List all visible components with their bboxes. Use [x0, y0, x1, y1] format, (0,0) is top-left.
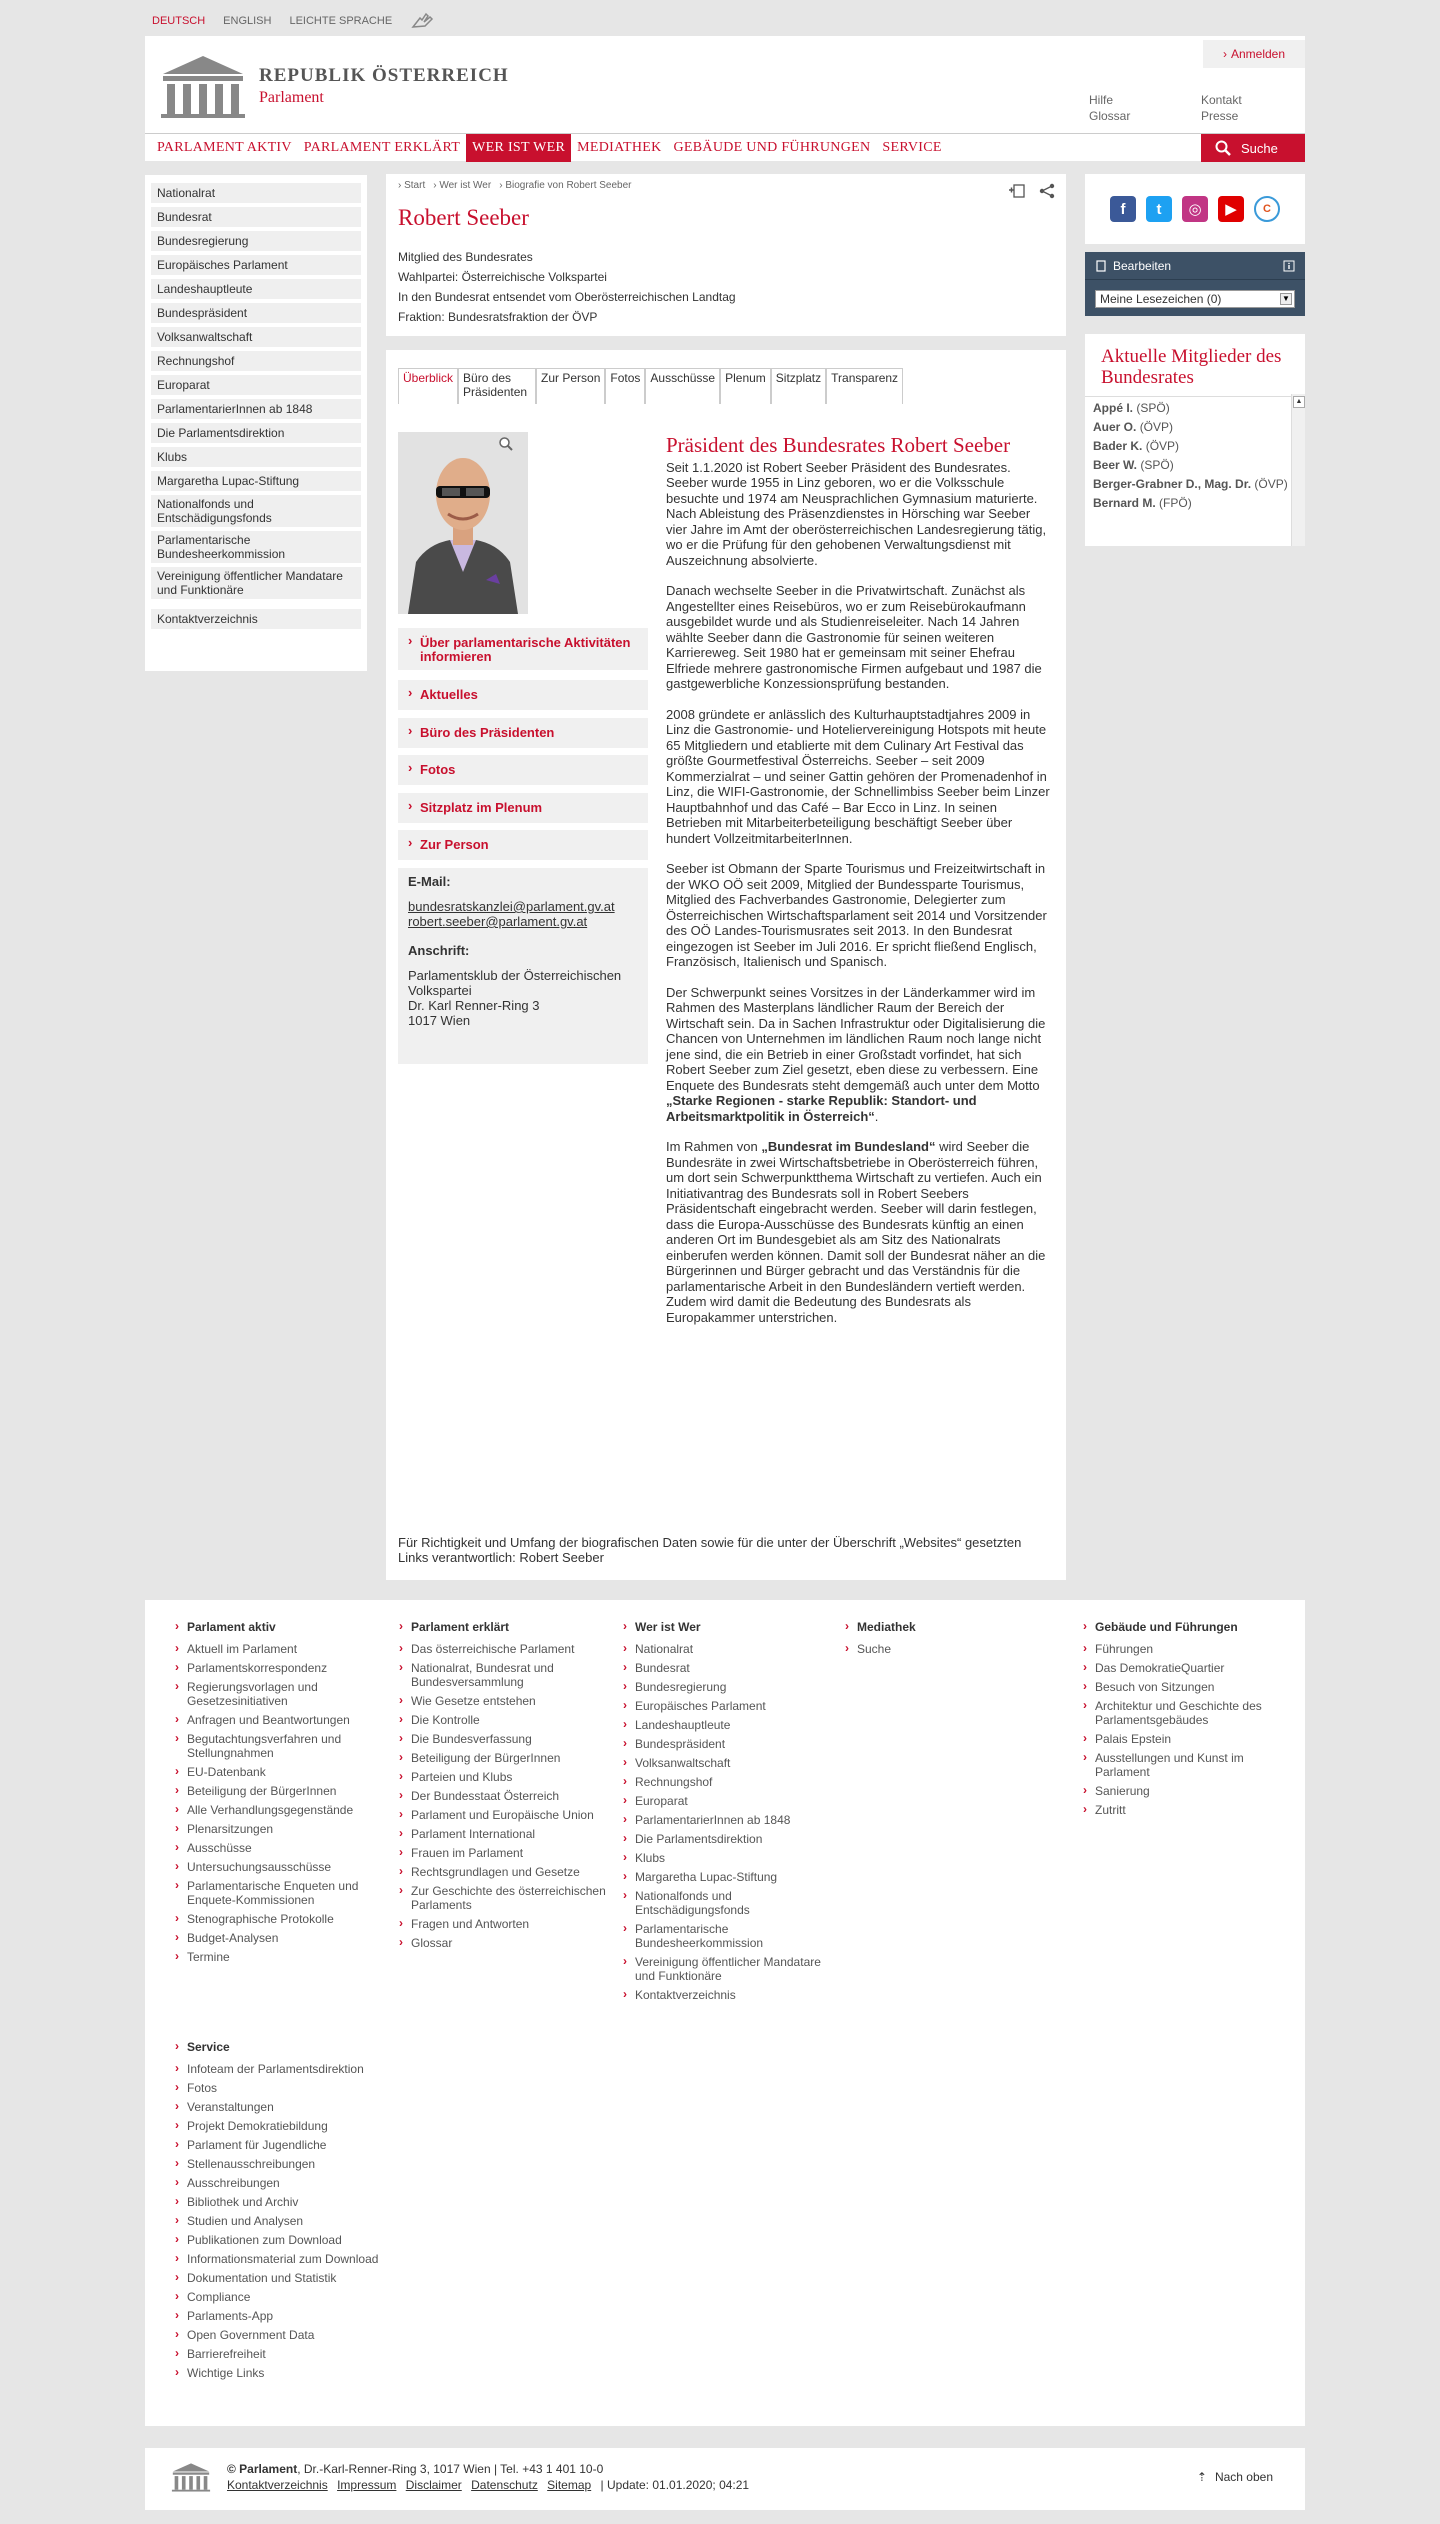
info-icon[interactable] [1283, 260, 1295, 272]
sidebar-item-nationalfonds[interactable]: Nationalfonds und Entschädigungsfonds [151, 495, 361, 527]
sidebar-item-bundesregierung[interactable]: Bundesregierung [151, 231, 361, 251]
responsibility-note: Für Richtigkeit und Umfang der biografischen Daten sowie für die unter der Überschrift „Websites“ gesetzten Links verantwortlich: Robert Seeber [398, 1535, 1022, 1565]
footer-link[interactable]: › Suche [857, 1642, 1057, 1656]
bookmark-add-icon[interactable] [1008, 182, 1026, 200]
scroll-up-icon[interactable]: ▲ [1293, 396, 1305, 408]
footer-link[interactable]: › Zutritt [1095, 1803, 1295, 1817]
footer-link[interactable]: › Rechnungshof [635, 1775, 835, 1789]
footer-col-erklaert [411, 1620, 611, 1955]
breadcrumb-start[interactable]: Start [404, 180, 426, 191]
footer-link[interactable]: › Rechtsgrundlagen und Gesetze [411, 1865, 611, 1879]
press-link[interactable]: Presse [1201, 109, 1239, 123]
footer-link[interactable]: › Nationalfonds und Entschädigungsfonds [635, 1889, 835, 1917]
footer-link[interactable]: › ParlamentarierInnen ab 1848 [635, 1813, 835, 1827]
footer-link[interactable]: › Führungen [1095, 1642, 1295, 1656]
footer-link[interactable]: › Europäisches Parlament [635, 1699, 835, 1713]
nav-gebaeude[interactable]: GEBÄUDE UND FÜHRUNGEN [673, 139, 871, 155]
footer-link[interactable]: › Aktuell im Parlament [187, 1642, 387, 1656]
footer-link[interactable]: › Fragen und Antworten [411, 1917, 611, 1931]
sidebar-item-rechnungshof[interactable]: Rechnungshof [151, 351, 361, 371]
list-item[interactable]: Auer O. (ÖVP) [1093, 420, 1174, 434]
footer-link[interactable]: › Infoteam der Parlamentsdirektion [187, 2062, 427, 2076]
glossary-link[interactable]: Glossar [1089, 109, 1131, 123]
footer-link[interactable]: › Parlaments-App [187, 2309, 427, 2323]
footer-link[interactable]: › Klubs [635, 1851, 835, 1865]
footer-link[interactable]: › Wie Gesetze entstehen [411, 1694, 611, 1708]
footer-link[interactable]: › Plenarsitzungen [187, 1822, 387, 1836]
sidebar-item-europarat[interactable]: Europarat [151, 375, 361, 395]
footer-link[interactable]: › Wichtige Links [187, 2366, 427, 2380]
article-paragraph: Seit 1.1.2020 ist Robert Seeber Präsident des Bundesrates. Seeber wurde 1955 in Linz geboren, wo er die Volksschule besuchte und 1974 am Neusprachlichen Gymnasium maturierte. Nach Ableistung des Präsenzdienstes in Hörsching war Seeber vier Jahre im Amt der oberösterreichischen Landesregierung tätig, wo er die Prüfung für den gehobenen Verwaltungsdienst mit Auszeichnung absolvierte. [666, 459, 1047, 568]
article-title: Präsident des Bundesrates Robert Seeber [666, 433, 1011, 457]
bookmarks-select[interactable]: Meine Lesezeichen (0) ▼ [1095, 290, 1295, 308]
footer-link[interactable]: › Frauen im Parlament [411, 1846, 611, 1860]
breadcrumb-current: Biografie von Robert Seeber [505, 180, 632, 191]
footer-link[interactable]: › Landeshauptleute [635, 1718, 835, 1732]
footer-link[interactable]: › Das österreichische Parlament [411, 1642, 611, 1656]
footer-link[interactable]: › Projekt Demokratiebildung [187, 2119, 427, 2133]
portrait-photo[interactable] [398, 432, 528, 614]
social-links [1085, 174, 1305, 244]
footer-link[interactable]: › Parlamentarische Bundesheerkommission [635, 1922, 835, 1950]
footer-heading-erklaert[interactable]: › Parlament erklärt [411, 1620, 611, 1634]
footer-link[interactable]: › Begutachtungsverfahren und Stellungnahmen [187, 1732, 387, 1760]
parlament-app-icon[interactable]: C [1254, 196, 1280, 222]
nav-service[interactable]: SERVICE [882, 139, 942, 155]
list-item[interactable]: Beer W. (SPÖ) [1093, 458, 1174, 472]
tab-bar [398, 368, 903, 404]
article-paragraph: Danach wechselte Seeber in die Privatwirtschaft. Zunächst als Angestellter eines Reisebüros, wo er zum Reisebürokaufmann ausgebildet wurde und als Studienreiseleiter. Nach 14 Jahren wählte Seeber dann die Gastronomie für seinen weiteren Karriereweg. Seit 1980 hat er gemeinsam mit seiner Ehefrau Elfriede mehrere gastronomische Firmen aufgebaut und 1987 die gastgewerbliche Konzessionsprüfung bestanden. [666, 583, 1042, 691]
footer-link[interactable]: › Untersuchungsausschüsse [187, 1860, 387, 1874]
sidebar-item-landeshauptleute[interactable]: Landeshauptleute [151, 279, 361, 299]
footer-link-datenschutz[interactable]: Datenschutz [471, 2478, 538, 2492]
footer-link[interactable]: › Parlament International [411, 1827, 611, 1841]
sidelink-aktivitaeten[interactable]: › Über parlamentarische Aktivitäten informieren [398, 628, 648, 670]
address-line: Parlamentsklub der Österreichischen Volkspartei [408, 968, 622, 998]
footer-link[interactable]: › Das DemokratieQuartier [1095, 1661, 1295, 1675]
tab-zur-person[interactable]: Zur Person [536, 368, 605, 404]
sidebar-navigation [145, 175, 367, 671]
search-icon [1215, 140, 1231, 156]
sidelink-buero[interactable]: › Büro des Präsidenten [398, 718, 648, 748]
footer-link[interactable]: › Compliance [187, 2290, 427, 2304]
article-paragraph: 2008 gründete er anlässlich des Kulturhauptstadtjahres 2009 in Linz die Gastronomie- und Hoteliervereinigung Hotspots mit heute 65 Mitgliedern und etablierte mit dem Culinary Art Festival das größte Gourmetfestival Österreichs. Seeber – seit 2009 Kommerzialrat – und seiner Gattin gehören der Promenadenhof in Linz, die WIFI-Gastronomie, der Schnellimbiss Seeber beim Linzer Hauptbahnhof und das Café – Bar Ecco in Linz. In seinen Betrieben mit Mitarbeiterbeteiligung beschäftigt Seeber über hundert VollzeitmitarbeiterInnen. [666, 706, 1050, 846]
main-content [386, 350, 1066, 1580]
edit-label: Bearbeiten [1113, 258, 1172, 273]
sidelink-sitzplatz[interactable]: › Sitzplatz im Plenum [398, 793, 648, 823]
sidebar-item-parlamentsdirektion[interactable]: Die Parlamentsdirektion [151, 423, 361, 443]
copyright: © Parlament, Dr.-Karl-Renner-Ring 3, 1017 Wien | Tel. +43 1 401 10-0 [227, 2462, 604, 2476]
footer-link[interactable]: › Glossar [411, 1936, 611, 1950]
tab-buero[interactable]: Büro des Präsidenten [458, 368, 536, 404]
header-links-contact [1201, 92, 1242, 124]
sidebar-item-lupac-stiftung[interactable]: Margaretha Lupac-Stiftung [151, 471, 361, 491]
person-faction: Fraktion: Bundesratsfraktion der ÖVP [398, 310, 598, 324]
footer-heading-gebaeude[interactable]: › Gebäude und Führungen [1095, 1620, 1295, 1634]
lang-deutsch[interactable]: DEUTSCH [152, 15, 206, 27]
footer-link[interactable]: › Stellenausschreibungen [187, 2157, 427, 2171]
parliament-building-icon [159, 54, 247, 118]
list-item[interactable]: Berger-Grabner D., Mag. Dr. (ÖVP) [1093, 477, 1288, 491]
sidebar-item-klubs[interactable]: Klubs [151, 447, 361, 467]
footer-link[interactable]: › Ausstellungen und Kunst im Parlament [1095, 1751, 1295, 1779]
footer-col-aktiv [187, 1620, 387, 1969]
email-link-seeber[interactable]: robert.seeber@parlament.gv.at [408, 914, 588, 929]
footer-link[interactable]: › Nationalrat, Bundesrat und Bundesversammlung [411, 1661, 611, 1689]
footer-link[interactable]: › Der Bundesstaat Österreich [411, 1789, 611, 1803]
footer-link[interactable]: › Kontaktverzeichnis [635, 1988, 835, 2002]
footer-link[interactable]: › Anfragen und Beantwortungen [187, 1713, 387, 1727]
footer-link[interactable]: › Bundesregierung [635, 1680, 835, 1694]
sidelink-fotos[interactable]: › Fotos [398, 755, 648, 785]
article-paragraph: Der Schwerpunkt seines Vorsitzes in der Länderkammer wird im Rahmen des Masterplans ländlicher Raum der Bereich der Wirtschaft sein. Da in Sachen Infrastruktur oder Digitalisierung die Chancen von Unternehmen im ländlichen Raum noch lange nicht jene sind, die ein Betrieb in einer Großstadt vorfindet, hat sich Robert Seeber zum Ziel gesetzt, eben diese zu verbessern. Eine Enquete des Bundesrats steht demgemäß auch unter dem Motto „Starke Regionen - starke Republik: Standort- und Arbeitsmarktpolitik in Österreich“. [666, 984, 1046, 1124]
list-item[interactable]: Bader K. (ÖVP) [1093, 439, 1180, 453]
footer-link[interactable]: › Publikationen zum Download [187, 2233, 427, 2247]
search-button[interactable]: Suche [1201, 134, 1305, 162]
person-delegation: In den Bundesrat entsendet vom Oberösterreichischen Landtag [398, 290, 736, 304]
nav-wer-ist-wer[interactable]: WER IST WER [466, 134, 571, 162]
footer-link[interactable]: › Termine [187, 1950, 387, 1964]
footer-col-gebaeude [1095, 1620, 1295, 1822]
members-panel [1085, 334, 1305, 546]
header-links-help [1089, 92, 1130, 124]
instagram-icon[interactable]: ◎ [1182, 196, 1208, 222]
footer-link[interactable]: › Barrierefreiheit [187, 2347, 427, 2361]
update-timestamp: | Update: 01.01.2020; 04:21 [600, 2478, 750, 2492]
back-to-top-button[interactable]: ⇡ Nach oben [1196, 2470, 1273, 2484]
footer-link[interactable]: › Die Kontrolle [411, 1713, 611, 1727]
breadcrumb-wer-ist-wer[interactable]: Wer ist Wer [439, 180, 492, 191]
footer-heading-wer[interactable]: › Wer ist Wer [635, 1620, 835, 1634]
nav-mediathek[interactable]: MEDIATHEK [577, 139, 662, 155]
footer-link[interactable]: › Volksanwaltschaft [635, 1756, 835, 1770]
parliament-building-icon [171, 2460, 211, 2494]
email-label: E-Mail: [408, 874, 451, 889]
sign-language-icon[interactable] [410, 12, 436, 30]
footer-link[interactable]: › Bundesrat [635, 1661, 835, 1675]
youtube-icon[interactable]: ▶ [1218, 196, 1244, 222]
footer-link[interactable]: › Vereinigung öffentlicher Mandatare und Funktionäre [635, 1955, 835, 1983]
parlament-logo[interactable] [159, 54, 509, 118]
chevron-down-icon: ▼ [1280, 293, 1292, 305]
sidebar-item-parlamentarierinnen[interactable]: ParlamentarierInnen ab 1848 [151, 399, 361, 419]
facebook-icon[interactable]: f [1110, 196, 1136, 222]
address-line: Dr. Karl Renner-Ring 3 [408, 998, 540, 1013]
sidelink-zur-person[interactable]: › Zur Person [398, 830, 648, 860]
login-button[interactable]: › Anmelden [1203, 40, 1305, 68]
footer-link[interactable]: › Parlamentskorrespondenz [187, 1661, 387, 1675]
footer-link[interactable]: › Studien und Analysen [187, 2214, 427, 2228]
sidelink-aktuelles[interactable]: › Aktuelles [398, 680, 648, 710]
footer-link[interactable]: › Alle Verhandlungsgegenstände [187, 1803, 387, 1817]
footer-link[interactable]: › Informationsmaterial zum Download [187, 2252, 427, 2266]
footer-heading-aktiv[interactable]: › Parlament aktiv [187, 1620, 387, 1634]
list-item[interactable]: Bernard M. (FPÖ) [1093, 496, 1192, 510]
sidebar-item-vereinigung[interactable]: Vereinigung öffentlicher Mandatare und Funktionäre [151, 567, 361, 599]
footer-link-impressum[interactable]: Impressum [337, 2478, 397, 2492]
zoom-icon[interactable] [498, 436, 514, 452]
footer-link[interactable]: › Parlament und Europäische Union [411, 1808, 611, 1822]
footer-heading-service[interactable]: › Service [187, 2040, 427, 2054]
logo-subtitle: Parlament [259, 89, 324, 106]
footer-link[interactable]: › Bundespräsident [635, 1737, 835, 1751]
contact-box [398, 868, 648, 1064]
tab-sitzplatz[interactable]: Sitzplatz [771, 368, 826, 404]
article-paragraph: Seeber ist Obmann der Sparte Tourismus und Freizeitwirtschaft in der WKO OÖ seit 2009, Mitglied der Bundessparte Tourismus, Mitglied des Fachverbandes Gastronomie, Delegierter zum Österreichischen Wirtschaftsparlament seit 2014 und Vorsitzender des OÖ Landes-Tourismusrates seit 2013. In den Bundesrat eingezogen ist Seeber im Juli 2016. Er spricht fließend Englisch, Französisch, Italienisch und Spanisch. [666, 861, 1047, 969]
footer-link[interactable]: › Veranstaltungen [187, 2100, 427, 2114]
article-paragraph: Im Rahmen von „Bundesrat im Bundesland“ wird Seeber die Bundesräte in zwei Wirtschaftsbetriebe in Oberösterreich führen, um dort sein Schwerpunktthema Wirtschaft zu vertiefen. Auch ein Initiativantrag des Bundesrats soll in Robert Seebers Präsidentschaft eingebracht werden. Seeber will darin festlegen, dass die Europa-Ausschüsse des Bundesrats künftig an einen anderen Ort im Bundesgebiet als am Sitz des Nationalrats einberufen werden können. Damit soll der Bundesrat näher an die Bürgerinnen und Bürger gebracht und das Verständnis für die parlamentarische Arbeit in den Bundesländern vertieft werden. Zudem wird damit die Bedeutung des Bundesrats als Europakammer unterstrichen. [666, 1139, 1046, 1325]
footer-link[interactable]: › Margaretha Lupac-Stiftung [635, 1870, 835, 1884]
main-navigation [145, 133, 1305, 161]
sidebar-item-nationalrat[interactable]: Nationalrat [151, 183, 361, 203]
lang-leichte-sprache[interactable]: LEICHTE SPRACHE [289, 15, 393, 27]
tab-ausschuesse[interactable]: Ausschüsse [645, 368, 720, 404]
nav-parlament-aktiv[interactable]: PARLAMENT AKTIV [157, 139, 292, 155]
sidebar-item-kontaktverzeichnis[interactable]: Kontaktverzeichnis [151, 609, 361, 629]
sidebar-item-volksanwaltschaft[interactable]: Volksanwaltschaft [151, 327, 361, 347]
tab-fotos[interactable]: Fotos [605, 368, 645, 404]
footer-heading-mediathek[interactable]: › Mediathek [857, 1620, 1057, 1634]
twitter-icon[interactable]: t [1146, 196, 1172, 222]
help-link[interactable]: Hilfe [1089, 93, 1114, 107]
footer-link[interactable]: › Besuch von Sitzungen [1095, 1680, 1295, 1694]
nav-parlament-erklaert[interactable]: PARLAMENT ERKLÄRT [303, 139, 461, 155]
biography-article [666, 433, 1054, 1340]
breadcrumb: › Start › Wer ist Wer › Biografie von Robert Seeber [398, 180, 632, 191]
footer-link[interactable]: › Dokumentation und Statistik [187, 2271, 427, 2285]
footer-link[interactable]: › Palais Epstein [1095, 1732, 1295, 1746]
logo-title: REPUBLIK ÖSTERREICH [259, 65, 509, 86]
lang-english[interactable]: ENGLISH [223, 15, 272, 27]
footer-link[interactable]: › Beteiligung der BürgerInnen [411, 1751, 611, 1765]
members-scrollbar[interactable] [1291, 394, 1305, 546]
sidebar-item-bundesrat[interactable]: Bundesrat [151, 207, 361, 227]
sidebar-item-bundespraesident[interactable]: Bundespräsident [151, 303, 361, 323]
bottom-bar [145, 2448, 1305, 2510]
sidebar-item-europaeisches-parlament[interactable]: Europäisches Parlament [151, 255, 361, 275]
footer-link[interactable]: › Nationalrat [635, 1642, 835, 1656]
footer-link[interactable]: › Die Bundesverfassung [411, 1732, 611, 1746]
edit-panel [1085, 252, 1305, 316]
footer-sitemap [145, 1600, 1305, 2426]
person-role: Mitglied des Bundesrates [398, 250, 533, 264]
footer-link[interactable]: › Beteiligung der BürgerInnen [187, 1784, 387, 1798]
footer-link[interactable]: › Parlament für Jugendliche [187, 2138, 427, 2152]
footer-link[interactable]: › Parteien und Klubs [411, 1770, 611, 1784]
email-link-kanzlei[interactable]: bundesratskanzlei@parlament.gv.at [408, 899, 615, 914]
footer-link-disclaimer[interactable]: Disclaimer [405, 2478, 462, 2492]
footer-link[interactable]: › Budget-Analysen [187, 1931, 387, 1945]
footer-link-sitemap[interactable]: Sitemap [547, 2478, 592, 2492]
person-party: Wahlpartei: Österreichische Volkspartei [398, 270, 607, 284]
address-label: Anschrift: [408, 943, 470, 958]
footer-link[interactable]: › Open Government Data [187, 2328, 427, 2342]
footer-link[interactable]: › Regierungsvorlagen und Gesetzesinitiativen [187, 1680, 387, 1708]
footer-col-service [187, 2040, 427, 2385]
page-title: Robert Seeber [398, 205, 529, 230]
bookmark-icon [1095, 260, 1107, 272]
footer-link[interactable]: › Europarat [635, 1794, 835, 1808]
tab-transparenz[interactable]: Transparenz [826, 368, 903, 404]
arrow-up-icon: ⇡ [1196, 2470, 1207, 2484]
footer-link[interactable]: › Ausschüsse [187, 1841, 387, 1855]
footer-col-mediathek [857, 1620, 1057, 1661]
footer-link[interactable]: › Ausschreibungen [187, 2176, 427, 2190]
address-line: 1017 Wien [408, 1013, 471, 1028]
sidebar-item-bundesheerkommission[interactable]: Parlamentarische Bundesheerkommission [151, 531, 361, 563]
members-list[interactable] [1093, 396, 1289, 546]
footer-col-wer [635, 1620, 835, 2007]
tab-ueberblick[interactable]: Überblick [398, 368, 458, 404]
footer-link[interactable]: › Zur Geschichte des österreichischen Parlaments [411, 1884, 611, 1912]
footer-link[interactable]: › Architektur und Geschichte des Parlamentsgebäudes [1095, 1699, 1295, 1727]
footer-link[interactable]: › EU-Datenbank [187, 1765, 387, 1779]
list-item[interactable]: Appé I. (SPÖ) [1093, 401, 1170, 415]
footer-link[interactable]: › Stenographische Protokolle [187, 1912, 387, 1926]
language-bar [152, 12, 436, 30]
footer-links [227, 2478, 749, 2492]
contact-link[interactable]: Kontakt [1201, 93, 1242, 107]
footer-link[interactable]: › Fotos [187, 2081, 427, 2095]
tab-plenum[interactable]: Plenum [720, 368, 771, 404]
footer-link[interactable]: › Die Parlamentsdirektion [635, 1832, 835, 1846]
footer-link[interactable]: › Parlamentarische Enqueten und Enquete-Kommissionen [187, 1879, 387, 1907]
footer-link-kontaktverzeichnis[interactable]: Kontaktverzeichnis [227, 2478, 328, 2492]
footer-link[interactable]: › Bibliothek und Archiv [187, 2195, 427, 2209]
person-header [386, 174, 1066, 336]
footer-link[interactable]: › Sanierung [1095, 1784, 1295, 1798]
members-title: Aktuelle Mitglieder des Bundesrates [1085, 334, 1305, 397]
share-icon[interactable] [1038, 182, 1056, 200]
site-header [145, 36, 1305, 136]
